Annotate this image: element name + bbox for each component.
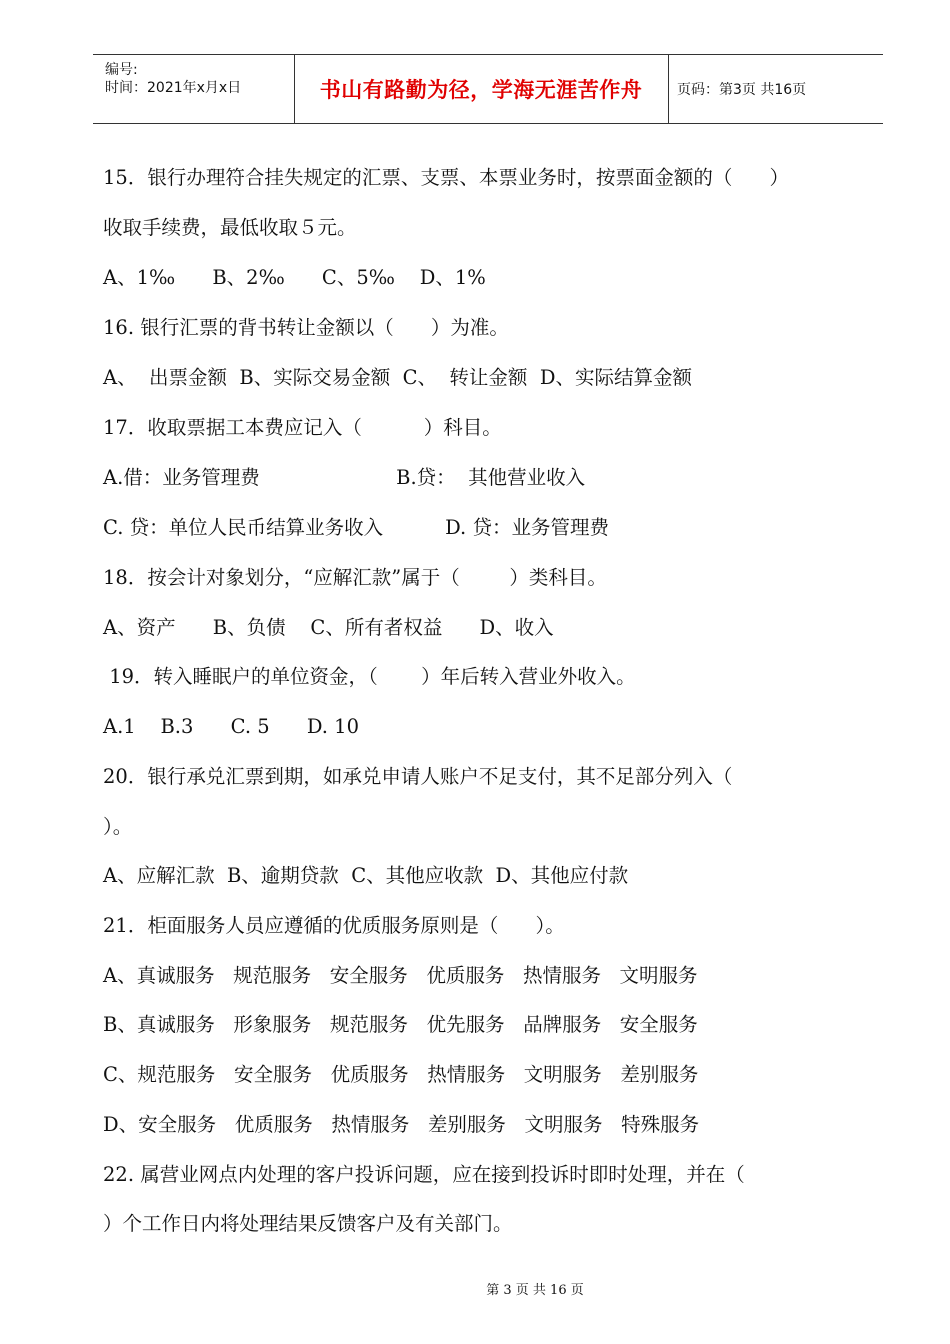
text-line: A.1 B.3 C. 5 D. 10 (103, 715, 359, 738)
text-line: 22. 属营业网点内处理的客户投诉问题，应在接到投诉时即时处理，并在（ (103, 1163, 745, 1186)
text-line: A、 出票金额 B、实际交易金额 C、 转让金额 D、实际结算金额 (103, 366, 692, 389)
text-line: 18．按会计对象划分，“应解汇款”属于（ ）类科目。 (103, 566, 607, 589)
header-meta-cell (93, 55, 295, 123)
text-line: ）个工作日内将处理结果反馈客户及有关部门。 (103, 1212, 513, 1235)
text-line: A、资产 B、负债 C、所有者权益 D、收入 (103, 616, 554, 639)
text-line: 15．银行办理符合挂失规定的汇票、支票、本票业务时，按票面金额的（ ） (103, 166, 790, 189)
text-line: A、应解汇款 B、逾期贷款 C、其他应收款 D、其他应付款 (103, 864, 629, 887)
text-line: 19．转入睡眠户的单位资金，（ ）年后转入营业外收入。 (103, 665, 636, 688)
text-line: B、真诚服务 形象服务 规范服务 优先服务 品牌服务 安全服务 (103, 1013, 698, 1036)
text-line: 16. 银行汇票的背书转让金额以（ ）为准。 (103, 316, 509, 339)
text-line: ）。 (103, 815, 133, 838)
text-line: 21．柜面服务人员应遵循的优质服务原则是（ ）。 (103, 914, 565, 937)
text-line: A、真诚服务 规范服务 安全服务 优质服务 热情服务 文明服务 (103, 964, 698, 987)
text-line: A.借：业务管理费 B.贷： 其他营业收入 (103, 466, 586, 489)
page-label: 页码：第3页 共16页 (677, 82, 807, 98)
footer-page-number: 第 3 页 共 16 页 (486, 1283, 584, 1298)
page-footer (0, 1279, 950, 1298)
text-line: D、安全服务 优质服务 热情服务 差别服务 文明服务 特殊服务 (103, 1113, 700, 1136)
text-line: 20．银行承兑汇票到期，如承兑申请人账户不足支付，其不足部分列入（ (103, 765, 733, 788)
header-page-cell (669, 55, 883, 123)
text-line: C. 贷：单位人民币结算业务收入 D. 贷：业务管理费 (103, 516, 609, 539)
text-line: 收取手续费，最低收取５元。 (103, 216, 357, 239)
time-label: 时间：2021年x月x日 (105, 80, 242, 96)
text-line: 17．收取票据工本费应记入（ ）科目。 (103, 416, 502, 439)
text-line: C、规范服务 安全服务 优质服务 热情服务 文明服务 差别服务 (103, 1063, 699, 1086)
header-motto-cell (294, 55, 669, 123)
motto-text: 书山有路勤为径，学海无涯苦作舟 (319, 78, 643, 102)
text-line: A、1‰ B、2‰ C、5‰ D、1% (103, 266, 486, 289)
code-label: 编号: (105, 62, 138, 78)
page-header (93, 54, 883, 124)
